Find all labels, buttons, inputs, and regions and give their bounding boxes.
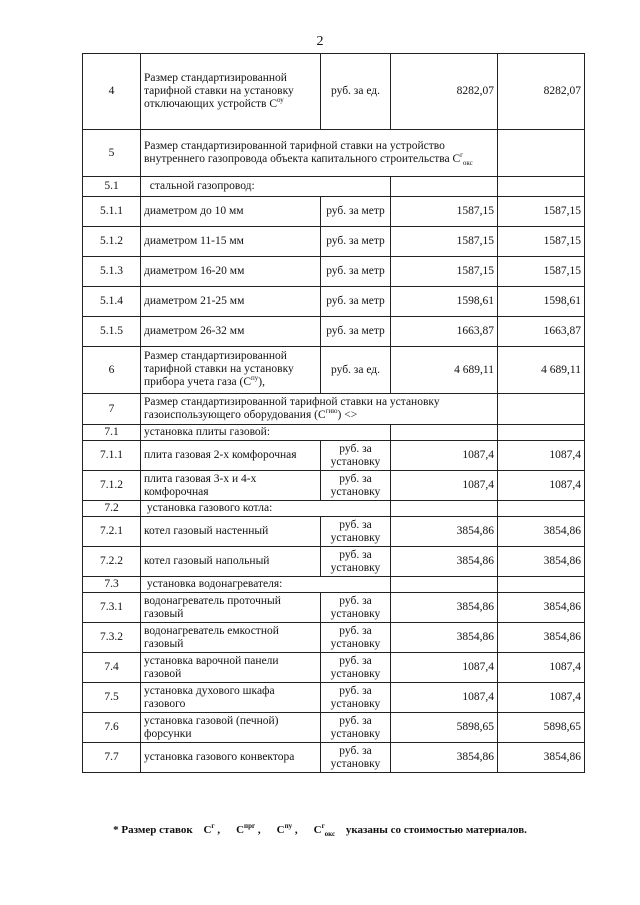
desc-text: диаметром 11-15 мм xyxy=(144,235,244,247)
table-row xyxy=(83,683,585,713)
empty-cell xyxy=(498,501,585,517)
row-number: 7.3.1 xyxy=(83,593,141,623)
value-cell: 3854,86 xyxy=(391,517,498,547)
desc-superscript: г xyxy=(460,150,463,159)
row-number: 7.7 xyxy=(83,743,141,773)
rate-symbol-base: С xyxy=(313,824,322,836)
row-description xyxy=(141,501,391,517)
desc-text: Размер стандартизированной тарифной ставки на устройство внутреннего газопровода объекта капитального строительства С xyxy=(144,139,461,165)
unit-cell: руб. за ед. xyxy=(321,54,391,130)
row-description xyxy=(141,623,321,653)
value-cell: 3854,86 xyxy=(391,623,498,653)
value-cell: 4 689,11 xyxy=(498,347,585,394)
desc-tail: ) <> xyxy=(337,408,358,421)
row-description xyxy=(141,577,391,593)
empty-cell xyxy=(498,177,585,197)
value-cell: 3854,86 xyxy=(391,593,498,623)
value-cell: 1087,4 xyxy=(498,653,585,683)
table-row xyxy=(83,287,585,317)
unit-cell: руб. за метр xyxy=(321,197,391,227)
unit-cell: руб. за ед. xyxy=(321,347,391,394)
row-number: 7.1 xyxy=(83,425,141,441)
value-cell: 1587,15 xyxy=(498,197,585,227)
table-row xyxy=(83,441,585,471)
desc-text: диаметром 16-20 мм xyxy=(144,265,245,277)
rate-symbol-sup: г xyxy=(321,822,325,830)
desc-text: установка плиты газовой: xyxy=(144,426,271,438)
desc-text: котел газовый настенный xyxy=(144,525,269,537)
row-description xyxy=(141,54,321,130)
value-cell: 5898,65 xyxy=(498,713,585,743)
row-description xyxy=(141,287,321,317)
empty-cell xyxy=(391,425,498,441)
unit-cell: руб. за установку xyxy=(321,471,391,501)
value-cell: 1087,4 xyxy=(391,471,498,501)
row-number: 7.3 xyxy=(83,577,141,593)
unit-cell: руб. за метр xyxy=(321,227,391,257)
row-description xyxy=(141,441,321,471)
value-cell: 1587,15 xyxy=(498,257,585,287)
unit-cell: руб. за установку xyxy=(321,441,391,471)
row-number: 5.1.2 xyxy=(83,227,141,257)
row-description xyxy=(141,425,391,441)
value-cell: 3854,86 xyxy=(498,743,585,773)
table-row xyxy=(83,197,585,227)
rate-symbol-sep: , xyxy=(214,824,221,836)
table-row xyxy=(83,517,585,547)
row-description xyxy=(141,653,321,683)
unit-cell: руб. за метр xyxy=(321,257,391,287)
row-description xyxy=(141,394,498,425)
value-cell: 5898,65 xyxy=(391,713,498,743)
tariff-table xyxy=(82,53,585,773)
row-number: 6 xyxy=(83,347,141,394)
row-number: 7.1.1 xyxy=(83,441,141,471)
rate-symbol-base: С xyxy=(203,824,212,836)
value-cell: 1587,15 xyxy=(391,197,498,227)
desc-text: диаметром до 10 мм xyxy=(144,205,244,217)
desc-text: водонагреватель проточный газовый xyxy=(144,594,281,620)
unit-cell: руб. за установку xyxy=(321,547,391,577)
desc-superscript: гию xyxy=(325,406,338,415)
page-number: 2 xyxy=(316,34,324,49)
desc-text: диаметром 21-25 мм xyxy=(144,295,245,307)
empty-cell xyxy=(498,425,585,441)
value-cell: 1087,4 xyxy=(391,683,498,713)
desc-text: установка газового котла: xyxy=(144,502,273,514)
rate-symbol-sup: г xyxy=(211,822,215,830)
value-cell: 8282,07 xyxy=(391,54,498,130)
value-cell: 3854,86 xyxy=(498,593,585,623)
desc-text: котел газовый напольный xyxy=(144,555,270,567)
row-description xyxy=(141,517,321,547)
row-number: 7.4 xyxy=(83,653,141,683)
desc-text: установка газового конвектора xyxy=(144,751,295,763)
table-row xyxy=(83,501,585,517)
row-description xyxy=(141,177,391,197)
row-number: 7.2 xyxy=(83,501,141,517)
rate-symbol-sep: , xyxy=(255,824,261,836)
rate-symbol xyxy=(314,824,335,836)
unit-cell: руб. за установку xyxy=(321,713,391,743)
table-row xyxy=(83,623,585,653)
row-number: 5.1.3 xyxy=(83,257,141,287)
desc-text: диаметром 26-32 мм xyxy=(144,325,245,337)
row-number: 7.6 xyxy=(83,713,141,743)
row-number: 5.1 xyxy=(83,177,141,197)
desc-tail: ), xyxy=(258,376,265,388)
row-description xyxy=(141,593,321,623)
value-cell: 1087,4 xyxy=(498,441,585,471)
value-cell: 3854,86 xyxy=(391,743,498,773)
value-cell: 1587,15 xyxy=(391,257,498,287)
row-description xyxy=(141,227,321,257)
unit-cell: руб. за установку xyxy=(321,653,391,683)
table-row xyxy=(83,347,585,394)
row-number: 7.3.2 xyxy=(83,623,141,653)
unit-cell: руб. за установку xyxy=(321,517,391,547)
table-row xyxy=(83,425,585,441)
value-cell: 1598,61 xyxy=(391,287,498,317)
rate-symbol xyxy=(203,824,220,836)
desc-text: водонагреватель емкостной газовый xyxy=(144,624,279,650)
desc-superscript: пу xyxy=(251,374,259,382)
value-cell: 1087,4 xyxy=(498,683,585,713)
row-number: 7.1.2 xyxy=(83,471,141,501)
empty-cell xyxy=(391,177,498,197)
value-cell: 3854,86 xyxy=(498,623,585,653)
table-row xyxy=(83,653,585,683)
desc-text: плита газовая 3-х и 4-х комфорочная xyxy=(144,472,257,498)
value-cell: 3854,86 xyxy=(498,547,585,577)
unit-cell: руб. за установку xyxy=(321,593,391,623)
unit-cell: руб. за установку xyxy=(321,743,391,773)
footnote-tail: указаны со стоимостью материалов. xyxy=(345,824,527,836)
desc-text: установка водонагревателя: xyxy=(144,578,283,590)
row-description xyxy=(141,547,321,577)
desc-superscript: оу xyxy=(277,95,284,104)
rate-symbol-sup: пу xyxy=(284,822,293,830)
row-number: 7.2.1 xyxy=(83,517,141,547)
table-row xyxy=(83,471,585,501)
desc-text: Размер стандартизированной тарифной ставки на установку прибора учета газа (С xyxy=(144,350,294,388)
desc-subscript: окс xyxy=(462,158,473,167)
row-number: 5.1.4 xyxy=(83,287,141,317)
row-description xyxy=(141,317,321,347)
row-description xyxy=(141,197,321,227)
desc-text: плита газовая 2-х комфорочная xyxy=(144,449,297,461)
unit-cell: руб. за метр xyxy=(321,287,391,317)
table-row xyxy=(83,54,585,130)
empty-cell xyxy=(391,501,498,517)
footnote-lead: * Размер ставок xyxy=(113,824,193,836)
value-cell: 3854,86 xyxy=(498,517,585,547)
table-row xyxy=(83,743,585,773)
empty-cell xyxy=(498,577,585,593)
table-row xyxy=(83,130,585,177)
desc-text: Размер стандартизированной тарифной ставки на установку газоиспользующего оборудования (С xyxy=(144,395,440,421)
value-cell: 1087,4 xyxy=(391,441,498,471)
value-cell: 1663,87 xyxy=(498,317,585,347)
value-cell: 1087,4 xyxy=(391,653,498,683)
empty-cell xyxy=(391,577,498,593)
desc-text: Размер стандартизированной тарифной ставки на установку отключающих устройств С xyxy=(144,71,294,110)
footnote xyxy=(0,824,640,836)
row-number: 7.2.2 xyxy=(83,547,141,577)
unit-cell: руб. за установку xyxy=(321,683,391,713)
row-description xyxy=(141,683,321,713)
row-number: 7.5 xyxy=(83,683,141,713)
empty-cell xyxy=(498,130,585,177)
row-description xyxy=(141,713,321,743)
rate-symbol-base: С xyxy=(276,824,285,836)
desc-text: установка газовой (печной) форсунки xyxy=(144,714,279,740)
row-description xyxy=(141,347,321,394)
table-row xyxy=(83,593,585,623)
value-cell: 1587,15 xyxy=(498,227,585,257)
empty-cell xyxy=(498,394,585,425)
table-row xyxy=(83,227,585,257)
value-cell: 1663,87 xyxy=(391,317,498,347)
rate-symbol-base: С xyxy=(236,824,245,836)
table-row xyxy=(83,317,585,347)
table-row xyxy=(83,394,585,425)
row-description xyxy=(141,130,498,177)
value-cell: 1587,15 xyxy=(391,227,498,257)
value-cell: 3854,86 xyxy=(391,547,498,577)
table-row xyxy=(83,577,585,593)
row-number: 5 xyxy=(83,130,141,177)
row-description xyxy=(141,471,321,501)
table-row xyxy=(83,713,585,743)
value-cell: 4 689,11 xyxy=(391,347,498,394)
rate-symbol xyxy=(236,824,261,836)
unit-cell: руб. за установку xyxy=(321,623,391,653)
desc-text: стальной газопровод: xyxy=(144,180,255,192)
row-number: 7 xyxy=(83,394,141,425)
desc-text: установка варочной панели газовой xyxy=(144,654,279,680)
row-description xyxy=(141,743,321,773)
table-row xyxy=(83,547,585,577)
rate-symbol-sep: , xyxy=(292,824,298,836)
value-cell: 8282,07 xyxy=(498,54,585,130)
row-number: 4 xyxy=(83,54,141,130)
unit-cell: руб. за метр xyxy=(321,317,391,347)
rate-symbol-sub: окс xyxy=(324,830,336,838)
value-cell: 1598,61 xyxy=(498,287,585,317)
rate-symbol xyxy=(277,824,298,836)
table-row xyxy=(83,177,585,197)
value-cell: 1087,4 xyxy=(498,471,585,501)
row-number: 5.1.5 xyxy=(83,317,141,347)
table-row xyxy=(83,257,585,287)
desc-text: установка духового шкафа газового xyxy=(144,684,275,710)
row-number: 5.1.1 xyxy=(83,197,141,227)
rate-symbol-sup: прг xyxy=(244,822,256,830)
row-description xyxy=(141,257,321,287)
